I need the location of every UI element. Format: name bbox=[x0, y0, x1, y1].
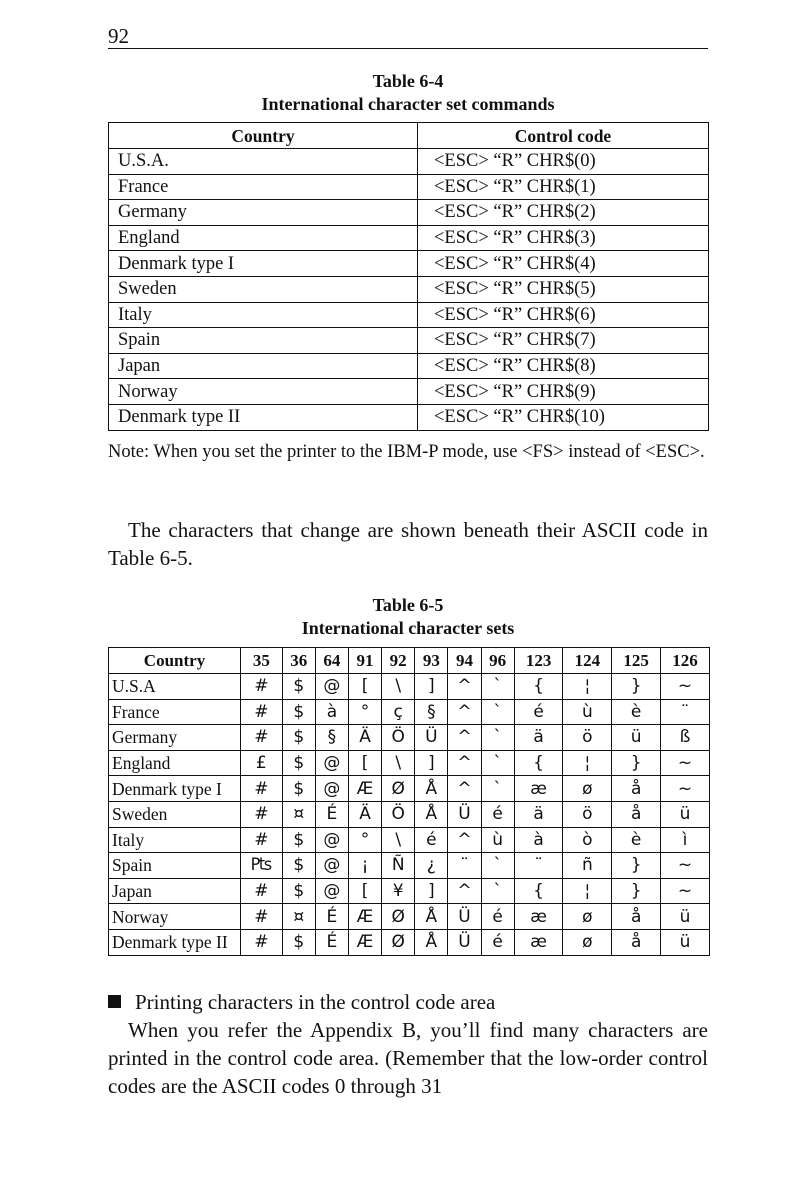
character-cell: $ bbox=[282, 878, 315, 904]
character-cell: { bbox=[514, 674, 563, 700]
table-row bbox=[109, 225, 709, 251]
country-cell: Norway bbox=[109, 379, 418, 405]
character-cell: ¦ bbox=[563, 750, 612, 776]
character-cell: å bbox=[612, 929, 661, 955]
character-cell: ò bbox=[563, 827, 612, 853]
character-cell: { bbox=[514, 878, 563, 904]
character-cell: Å bbox=[415, 776, 448, 802]
column-header-ascii-123: 123 bbox=[514, 648, 563, 674]
table-row bbox=[109, 878, 710, 904]
character-cell: ü bbox=[661, 929, 710, 955]
country-cell: France bbox=[109, 174, 418, 200]
character-cell: @ bbox=[315, 853, 348, 879]
character-cell: @ bbox=[315, 878, 348, 904]
character-cell: Ö bbox=[382, 725, 415, 751]
character-cell: } bbox=[612, 853, 661, 879]
character-cell: Å bbox=[415, 904, 448, 930]
control-code-cell: <ESC> “R” CHR$(4) bbox=[418, 251, 709, 277]
character-cell: ü bbox=[661, 904, 710, 930]
character-cell: ¨ bbox=[661, 699, 710, 725]
column-header-ascii-96: 96 bbox=[481, 648, 514, 674]
character-cell: ₧ bbox=[241, 853, 283, 879]
character-cell: ° bbox=[348, 699, 381, 725]
control-code-cell: <ESC> “R” CHR$(9) bbox=[418, 379, 709, 405]
character-cell: ` bbox=[481, 699, 514, 725]
character-cell: ` bbox=[481, 878, 514, 904]
country-cell: Denmark type II bbox=[109, 404, 418, 430]
country-cell: France bbox=[109, 699, 241, 725]
character-cell: ` bbox=[481, 725, 514, 751]
character-cell: ¦ bbox=[563, 878, 612, 904]
character-cell: ~ bbox=[661, 878, 710, 904]
ibm-mode-note: Note: When you set the printer to the IBM-P mode, use <FS> instead of <ESC>. bbox=[108, 442, 705, 462]
country-cell: Spain bbox=[109, 328, 418, 354]
table-header-row bbox=[109, 648, 710, 674]
character-cell: \ bbox=[382, 827, 415, 853]
character-cell: Ø bbox=[382, 776, 415, 802]
header-rule bbox=[108, 48, 708, 49]
character-cell: å bbox=[612, 801, 661, 827]
character-cell: Æ bbox=[348, 904, 381, 930]
country-cell: Japan bbox=[109, 878, 241, 904]
character-cell: é bbox=[481, 801, 514, 827]
column-header-ascii-93: 93 bbox=[415, 648, 448, 674]
character-cell: ^ bbox=[448, 725, 481, 751]
character-cell: Æ bbox=[348, 776, 381, 802]
character-cell: [ bbox=[348, 750, 381, 776]
character-cell: # bbox=[241, 699, 283, 725]
control-code-cell: <ESC> “R” CHR$(1) bbox=[418, 174, 709, 200]
character-set-commands-table bbox=[108, 122, 709, 431]
table-header-row bbox=[109, 123, 709, 149]
character-cell: # bbox=[241, 878, 283, 904]
control-code-cell: <ESC> “R” CHR$(5) bbox=[418, 276, 709, 302]
column-header-country: Country bbox=[109, 123, 418, 149]
character-cell: @ bbox=[315, 776, 348, 802]
character-cell: è bbox=[612, 699, 661, 725]
control-code-cell: <ESC> “R” CHR$(10) bbox=[418, 404, 709, 430]
character-cell: Ü bbox=[448, 929, 481, 955]
character-cell: @ bbox=[315, 827, 348, 853]
table-row bbox=[109, 379, 709, 405]
character-cell: $ bbox=[282, 776, 315, 802]
character-cell: $ bbox=[282, 674, 315, 700]
table-6-5-number: Table 6-5 bbox=[372, 595, 444, 615]
character-cell: Ö bbox=[382, 801, 415, 827]
country-cell: Denmark type II bbox=[109, 929, 241, 955]
table-row bbox=[109, 328, 709, 354]
column-header-ascii-94: 94 bbox=[448, 648, 481, 674]
character-cell: @ bbox=[315, 674, 348, 700]
character-cell: # bbox=[241, 776, 283, 802]
country-cell: Italy bbox=[109, 302, 418, 328]
character-cell: É bbox=[315, 904, 348, 930]
character-cell: é bbox=[481, 929, 514, 955]
character-cell: # bbox=[241, 929, 283, 955]
character-cell: æ bbox=[514, 929, 563, 955]
table-row bbox=[109, 302, 709, 328]
country-cell: Sweden bbox=[109, 276, 418, 302]
country-cell: England bbox=[109, 750, 241, 776]
character-cell: ` bbox=[481, 750, 514, 776]
character-cell: ø bbox=[563, 904, 612, 930]
country-cell: U.S.A. bbox=[109, 149, 418, 175]
character-cell: # bbox=[241, 827, 283, 853]
character-cell: $ bbox=[282, 750, 315, 776]
table-row bbox=[109, 776, 710, 802]
character-cell: Æ bbox=[348, 929, 381, 955]
character-cell: Ø bbox=[382, 904, 415, 930]
character-cell: # bbox=[241, 674, 283, 700]
character-cell: ¥ bbox=[382, 878, 415, 904]
character-cell: å bbox=[612, 776, 661, 802]
character-cell: # bbox=[241, 904, 283, 930]
character-cell: ^ bbox=[448, 776, 481, 802]
character-cell: è bbox=[612, 827, 661, 853]
character-cell: ü bbox=[661, 801, 710, 827]
control-code-cell: <ESC> “R” CHR$(7) bbox=[418, 328, 709, 354]
character-cell: ì bbox=[661, 827, 710, 853]
character-cell: } bbox=[612, 674, 661, 700]
character-cell: [ bbox=[348, 674, 381, 700]
character-cell: ° bbox=[348, 827, 381, 853]
table-row bbox=[109, 750, 710, 776]
character-cell: à bbox=[514, 827, 563, 853]
character-cell: } bbox=[612, 878, 661, 904]
character-cell: é bbox=[481, 904, 514, 930]
character-cell: å bbox=[612, 904, 661, 930]
table-row bbox=[109, 929, 710, 955]
character-cell: ù bbox=[563, 699, 612, 725]
character-cell: Ü bbox=[415, 725, 448, 751]
column-header-ascii-36: 36 bbox=[282, 648, 315, 674]
character-cell: ^ bbox=[448, 699, 481, 725]
character-cell: ¤ bbox=[282, 904, 315, 930]
table-row bbox=[109, 904, 710, 930]
character-cell: [ bbox=[348, 878, 381, 904]
table-row bbox=[109, 801, 710, 827]
character-cell: ] bbox=[415, 878, 448, 904]
table-6-4-number: Table 6-4 bbox=[372, 71, 444, 91]
character-cell: ] bbox=[415, 674, 448, 700]
character-cell: ^ bbox=[448, 878, 481, 904]
country-cell: Denmark type I bbox=[109, 251, 418, 277]
character-cell: ö bbox=[563, 801, 612, 827]
character-cell: $ bbox=[282, 853, 315, 879]
country-cell: Germany bbox=[109, 200, 418, 226]
international-character-sets-table bbox=[108, 647, 710, 956]
table-row bbox=[109, 404, 709, 430]
section-heading bbox=[108, 988, 495, 1016]
control-code-cell: <ESC> “R” CHR$(6) bbox=[418, 302, 709, 328]
character-cell: ¿ bbox=[415, 853, 448, 879]
character-cell: § bbox=[415, 699, 448, 725]
country-cell: Italy bbox=[109, 827, 241, 853]
character-cell: ¤ bbox=[282, 801, 315, 827]
character-cell: é bbox=[514, 699, 563, 725]
character-cell: ^ bbox=[448, 827, 481, 853]
character-cell: # bbox=[241, 725, 283, 751]
country-cell: U.S.A bbox=[109, 674, 241, 700]
table-6-5-title: International character sets bbox=[301, 618, 515, 638]
character-cell: ¡ bbox=[348, 853, 381, 879]
column-header-ascii-126: 126 bbox=[661, 648, 710, 674]
column-header-control-code: Control code bbox=[418, 123, 709, 149]
character-cell: ø bbox=[563, 929, 612, 955]
table-6-5-caption bbox=[108, 594, 708, 640]
character-cell: ü bbox=[612, 725, 661, 751]
character-cell: ^ bbox=[448, 750, 481, 776]
character-cell: Å bbox=[415, 801, 448, 827]
table-6-4-caption bbox=[108, 70, 708, 116]
character-cell: ` bbox=[481, 674, 514, 700]
table-row bbox=[109, 149, 709, 175]
character-cell: Ø bbox=[382, 929, 415, 955]
character-cell: ¨ bbox=[448, 853, 481, 879]
character-cell: ¦ bbox=[563, 674, 612, 700]
table-row bbox=[109, 276, 709, 302]
character-cell: Ü bbox=[448, 904, 481, 930]
table-row bbox=[109, 827, 710, 853]
control-code-cell: <ESC> “R” CHR$(2) bbox=[418, 200, 709, 226]
character-cell: ^ bbox=[448, 674, 481, 700]
table-row bbox=[109, 674, 710, 700]
column-header-ascii-125: 125 bbox=[612, 648, 661, 674]
character-cell: Ä bbox=[348, 725, 381, 751]
character-cell: ¨ bbox=[514, 853, 563, 879]
body-paragraph: The characters that change are shown beneath their ASCII code in Table 6-5. bbox=[108, 518, 708, 570]
control-code-cell: <ESC> “R” CHR$(0) bbox=[418, 149, 709, 175]
character-cell: ñ bbox=[563, 853, 612, 879]
section-heading-text: Printing characters in the control code area bbox=[135, 990, 496, 1014]
country-cell: Norway bbox=[109, 904, 241, 930]
table-row bbox=[109, 200, 709, 226]
character-cell: É bbox=[315, 801, 348, 827]
column-header-ascii-124: 124 bbox=[563, 648, 612, 674]
character-cell: ø bbox=[563, 776, 612, 802]
character-cell: } bbox=[612, 750, 661, 776]
country-cell: Germany bbox=[109, 725, 241, 751]
character-cell: ~ bbox=[661, 674, 710, 700]
table-6-4-title: International character set commands bbox=[261, 94, 555, 114]
column-header-ascii-35: 35 bbox=[241, 648, 283, 674]
country-cell: Sweden bbox=[109, 801, 241, 827]
character-cell: # bbox=[241, 801, 283, 827]
column-header-ascii-64: 64 bbox=[315, 648, 348, 674]
character-cell: § bbox=[315, 725, 348, 751]
character-cell: ß bbox=[661, 725, 710, 751]
character-cell: Ä bbox=[348, 801, 381, 827]
table-row bbox=[109, 699, 710, 725]
character-cell: \ bbox=[382, 750, 415, 776]
character-cell: ] bbox=[415, 750, 448, 776]
character-cell: ä bbox=[514, 801, 563, 827]
character-cell: $ bbox=[282, 699, 315, 725]
table-row bbox=[109, 725, 710, 751]
character-cell: \ bbox=[382, 674, 415, 700]
character-cell: $ bbox=[282, 827, 315, 853]
column-header-ascii-91: 91 bbox=[348, 648, 381, 674]
character-cell: ù bbox=[481, 827, 514, 853]
country-cell: Japan bbox=[109, 353, 418, 379]
control-code-cell: <ESC> “R” CHR$(3) bbox=[418, 225, 709, 251]
table-row bbox=[109, 853, 710, 879]
character-cell: ~ bbox=[661, 750, 710, 776]
page-number: 92 bbox=[108, 24, 129, 48]
character-cell: É bbox=[315, 929, 348, 955]
control-code-cell: <ESC> “R” CHR$(8) bbox=[418, 353, 709, 379]
square-bullet-icon bbox=[108, 995, 121, 1008]
table-row bbox=[109, 251, 709, 277]
character-cell: Å bbox=[415, 929, 448, 955]
character-cell: @ bbox=[315, 750, 348, 776]
character-cell: ç bbox=[382, 699, 415, 725]
table-row bbox=[109, 174, 709, 200]
character-cell: $ bbox=[282, 929, 315, 955]
character-cell: ~ bbox=[661, 776, 710, 802]
table-row bbox=[109, 353, 709, 379]
character-cell: $ bbox=[282, 725, 315, 751]
character-cell: æ bbox=[514, 776, 563, 802]
character-cell: é bbox=[415, 827, 448, 853]
character-cell: { bbox=[514, 750, 563, 776]
character-cell: ö bbox=[563, 725, 612, 751]
country-cell: Denmark type I bbox=[109, 776, 241, 802]
country-cell: Spain bbox=[109, 853, 241, 879]
character-cell: ~ bbox=[661, 853, 710, 879]
body-paragraph-control-codes: When you refer the Appendix B, you’ll find many characters are printed in the control code area. (Remember that the low-order control codes are the ASCII codes 0 through 31 bbox=[108, 1018, 708, 1098]
character-cell: ` bbox=[481, 776, 514, 802]
character-cell: ` bbox=[481, 853, 514, 879]
country-cell: England bbox=[109, 225, 418, 251]
column-header-ascii-92: 92 bbox=[382, 648, 415, 674]
character-cell: Ü bbox=[448, 801, 481, 827]
character-cell: æ bbox=[514, 904, 563, 930]
character-cell: ä bbox=[514, 725, 563, 751]
column-header-country: Country bbox=[109, 648, 241, 674]
character-cell: £ bbox=[241, 750, 283, 776]
character-cell: à bbox=[315, 699, 348, 725]
character-cell: Ñ bbox=[382, 853, 415, 879]
